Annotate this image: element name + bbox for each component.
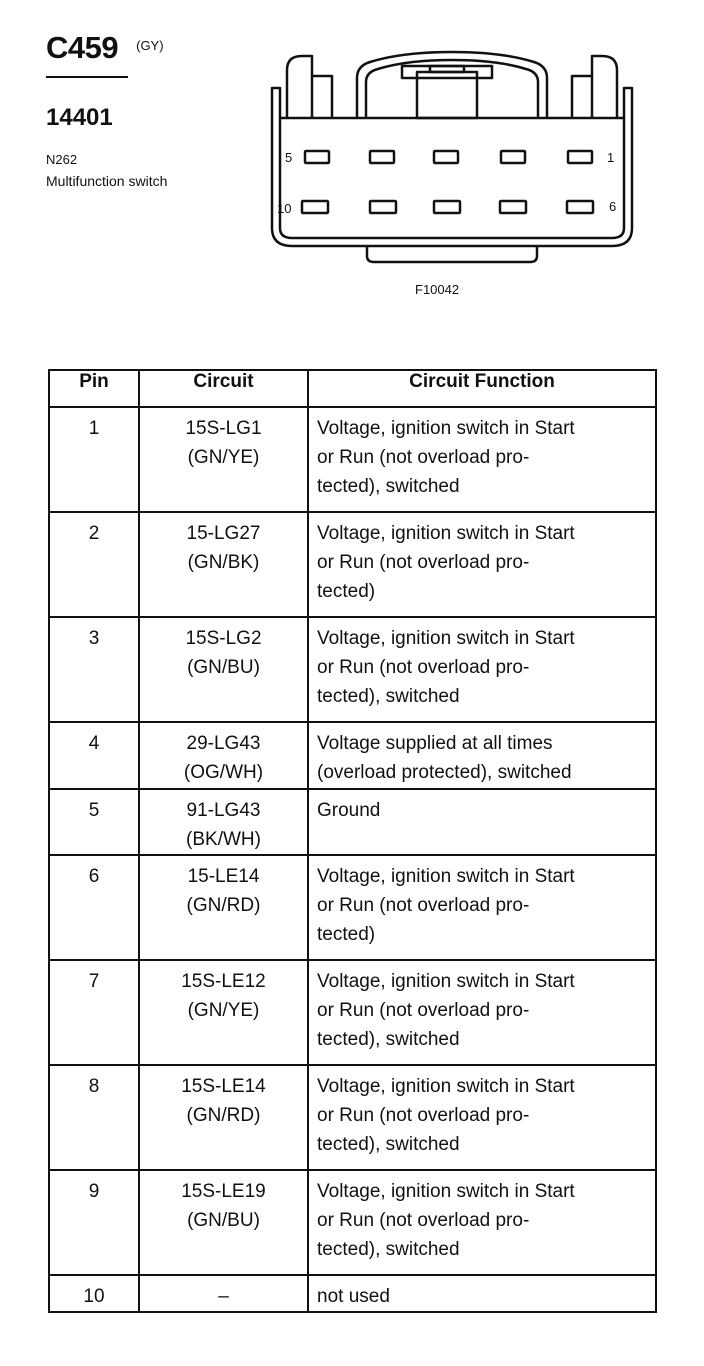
circuit-function-line: not used	[317, 1286, 390, 1307]
circuit-function-line: tected), switched	[317, 1029, 460, 1050]
circuit-function-line: (overload protected), switched	[317, 762, 572, 783]
circuit-function-line: Voltage supplied at all times	[317, 733, 553, 754]
connector-id-underline	[46, 76, 128, 78]
pin-table	[48, 369, 657, 1313]
circuit-function-line: Voltage, ignition switch in Start	[317, 523, 575, 544]
circuit-function-line: Voltage, ignition switch in Start	[317, 971, 575, 992]
pin-number: 9	[49, 1170, 139, 1275]
table-row	[49, 722, 656, 789]
circuit-function-line: Voltage, ignition switch in Start	[317, 1181, 575, 1202]
circuit-id: –	[218, 1286, 229, 1307]
pin-number: 5	[49, 789, 139, 855]
circuit-function-line: tected)	[317, 581, 376, 602]
circuit-function-line: tected), switched	[317, 1239, 460, 1260]
terminal-10	[302, 201, 328, 213]
component-name: Multifunction switch	[46, 173, 168, 189]
wire-color: (GN/BK)	[187, 552, 260, 573]
circuit-cell	[139, 1170, 308, 1275]
table-row	[49, 617, 656, 722]
component-code: N262	[46, 152, 78, 167]
connector-housing	[272, 88, 632, 246]
circuit-function-line: or Run (not overload pro-	[317, 1000, 530, 1021]
circuit-cell	[139, 789, 308, 855]
circuit-cell	[139, 960, 308, 1065]
circuit-function-cell	[308, 1170, 656, 1275]
circuit-id: 15S-LE19	[181, 1181, 266, 1202]
circuit-function-line: Voltage, ignition switch in Start	[317, 418, 575, 439]
locking-lever	[357, 52, 547, 118]
pin-table-header-row	[49, 370, 656, 407]
circuit-cell	[139, 1065, 308, 1170]
circuit-function-line: tected)	[317, 924, 376, 945]
pin-number: 3	[49, 617, 139, 722]
table-row	[49, 1275, 656, 1312]
terminal-label-10: 10	[277, 201, 292, 216]
terminal-1	[568, 151, 592, 163]
terminal-9	[370, 201, 396, 213]
terminal-6	[567, 201, 593, 213]
circuit-function-line: or Run (not overload pro-	[317, 657, 530, 678]
circuit-function-cell	[308, 789, 656, 855]
wire-color: (GN/RD)	[186, 1105, 261, 1126]
circuit-function-line: tected), switched	[317, 1134, 460, 1155]
circuit-cell	[139, 722, 308, 789]
circuit-function-cell	[308, 512, 656, 617]
circuit-function-line: or Run (not overload pro-	[317, 1210, 530, 1231]
terminal-label-1: 1	[607, 150, 615, 165]
circuit-function-cell	[308, 855, 656, 960]
circuit-function-line: or Run (not overload pro-	[317, 895, 530, 916]
circuit-cell	[139, 1275, 308, 1312]
wire-color: (GN/BU)	[187, 1210, 260, 1231]
circuit-id: 15-LE14	[187, 866, 260, 887]
part-number: 14401	[46, 104, 113, 131]
wire-color: (OG/WH)	[183, 762, 264, 783]
pin-number: 8	[49, 1065, 139, 1170]
wire-color: (GN/YE)	[187, 1000, 260, 1021]
table-row	[49, 407, 656, 512]
pin-number: 2	[49, 512, 139, 617]
pin-number: 6	[49, 855, 139, 960]
circuit-function-line: tected), switched	[317, 476, 460, 497]
connector-id: C459	[46, 30, 119, 65]
circuit-function-cell	[308, 722, 656, 789]
connector-face-diagram	[262, 48, 642, 268]
circuit-function-line: Ground	[317, 800, 381, 821]
circuit-id: 15S-LG1	[185, 418, 262, 439]
table-row	[49, 855, 656, 960]
pin-number: 4	[49, 722, 139, 789]
terminal-5	[305, 151, 329, 163]
pin-column-header: Pin	[49, 370, 139, 407]
circuit-id: 91-LG43	[186, 800, 261, 821]
circuit-cell	[139, 512, 308, 617]
circuit-function-line: or Run (not overload pro-	[317, 447, 530, 468]
bottom-tab	[367, 246, 537, 262]
terminal-label-6: 6	[609, 199, 617, 214]
function-column-header: Circuit Function	[308, 370, 656, 407]
table-row	[49, 960, 656, 1065]
circuit-function-line: Voltage, ignition switch in Start	[317, 866, 575, 887]
circuit-function-line: or Run (not overload pro-	[317, 552, 530, 573]
circuit-function-cell	[308, 407, 656, 512]
circuit-function-line: Voltage, ignition switch in Start	[317, 628, 575, 649]
table-row	[49, 789, 656, 855]
circuit-function-line: or Run (not overload pro-	[317, 1105, 530, 1126]
table-row	[49, 1170, 656, 1275]
pin-number: 10	[49, 1275, 139, 1312]
circuit-id: 15S-LG2	[185, 628, 262, 649]
terminal-label-5: 5	[285, 150, 293, 165]
terminal-8	[434, 201, 460, 213]
terminal-4	[370, 151, 394, 163]
circuit-cell	[139, 855, 308, 960]
wire-color: (GN/RD)	[186, 895, 261, 916]
circuit-id: 15S-LE14	[181, 1076, 266, 1097]
circuit-function-cell	[308, 960, 656, 1065]
circuit-column-header: Circuit	[139, 370, 308, 407]
terminal-7	[500, 201, 526, 213]
table-row	[49, 512, 656, 617]
right-latch	[572, 56, 617, 118]
circuit-function-cell	[308, 617, 656, 722]
wire-color: (BK/WH)	[186, 829, 261, 850]
circuit-cell	[139, 407, 308, 512]
terminal-2	[501, 151, 525, 163]
circuit-function-line: Voltage, ignition switch in Start	[317, 1076, 575, 1097]
connector-header	[46, 30, 164, 66]
circuit-id: 29-LG43	[186, 733, 261, 754]
terminal-3	[434, 151, 458, 163]
circuit-function-line: tected), switched	[317, 686, 460, 707]
wire-color: (GN/BU)	[187, 657, 260, 678]
connector-color: (GY)	[136, 38, 164, 53]
circuit-id: 15S-LE12	[181, 971, 266, 992]
pin-number: 7	[49, 960, 139, 1065]
circuit-function-cell	[308, 1065, 656, 1170]
pin-number: 1	[49, 407, 139, 512]
wire-color: (GN/YE)	[187, 447, 260, 468]
circuit-id: 15-LG27	[186, 523, 261, 544]
table-row	[49, 1065, 656, 1170]
left-latch	[287, 56, 332, 118]
circuit-cell	[139, 617, 308, 722]
circuit-function-cell	[308, 1275, 656, 1312]
figure-code: F10042	[415, 282, 460, 297]
